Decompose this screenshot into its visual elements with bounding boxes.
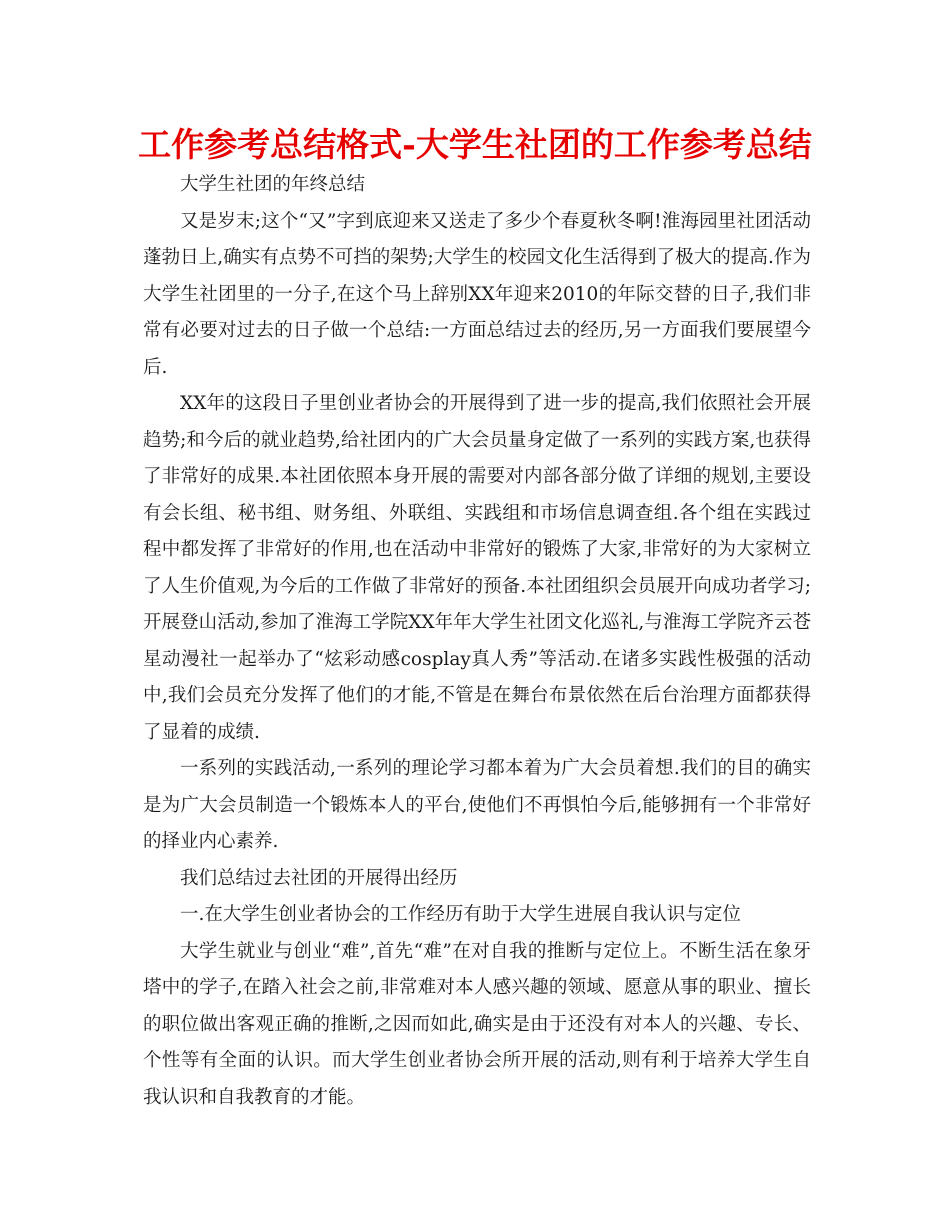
paragraph-experience-heading: 我们总结过去社团的开展得出经历: [180, 867, 458, 889]
paragraph-section-one-body: 大学生就业与创业“难”,首先“难”在对自我的推断与定位上。不断生活在象牙塔中的学子,在踏入社会之前,非常难对本人感兴趣的领域、愿意从事的职业、擅长的职位做出客观正确的推断,之因而如此,确实是由于还没有对本人的兴趣、专长、个性等有全面的认识。而大学生创业者协会所开展的活动,则有利于培养大学生自我认识和自我教育的才能。: [143, 940, 811, 1108]
paragraph-purpose: 一系列的实践活动,一系列的理论学习都本着为广大会员着想.我们的目的确实是为广大会员制造一个锻炼本人的平台,使他们不再惧怕今后,能够拥有一个非常好的择业内心素养.: [143, 758, 811, 852]
document-body: [143, 167, 811, 1116]
paragraph-activities: XX年的这段日子里创业者协会的开展得到了进一步的提高,我们依照社会开展趋势;和今后的就业趋势,给社团内的广大会员量身定做了一系列的实践方案,也获得了非常好的成果.本社团依照本身开展的需要对内部各部分做了详细的规划,主要设有会长组、秘书组、财务组、外联组、实践组和市场信息调查组.各个组在实践过程中都发挥了非常好的作用,也在活动中非常好的锻炼了大家,非常好的为大家树立了人生价值观,为今后的工作做了非常好的预备.本社团组织会员展开向成功者学习;开展登山活动,参加了淮海工学院XX年年大学生社团文化巡礼,与淮海工学院齐云苍星动漫社一起举办了“炫彩动感cosplay真人秀”等活动.在诸多实践性极强的活动中,我们会员充分发挥了他们的才能,不管是在舞台布景依然在后台治理方面都获得了显着的成绩.: [143, 393, 811, 743]
paragraph-subtitle: 大学生社团的年终总结: [180, 174, 366, 195]
paragraph-intro: 又是岁末;这个“又”字到底迎来又送走了多少个春夏秋冬啊!淮海园里社团活动蓬勃日上,确实有点势不可挡的架势;大学生的校园文化生活得到了极大的提高.作为大学生社团里的一分子,在这个马上辞别XX年迎来2010的年际交替的日子,我们非常有必要对过去的日子做一个总结:一方面总结过去的经历,另一方面我们要展望今后.: [143, 210, 811, 378]
paragraph-section-one-heading: 一.在大学生创业者协会的工作经历有助于大学生进展自我认识与定位: [180, 904, 741, 925]
document-title: 工作参考总结格式-大学生社团的工作参考总结: [138, 125, 812, 164]
